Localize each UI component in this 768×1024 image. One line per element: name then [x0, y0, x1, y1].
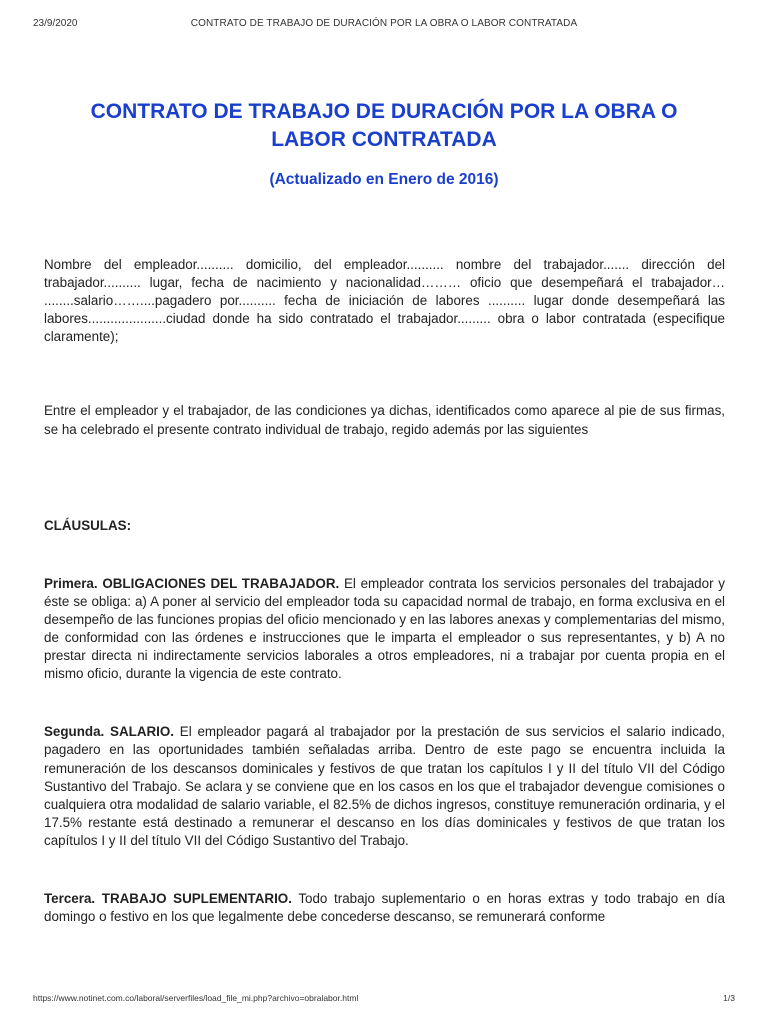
print-header	[33, 18, 735, 32]
clause-number: Tercera.	[44, 890, 96, 906]
clause-text: Todo trabajo suplementario o en horas extras y todo trabajo en día domingo o festivo en los que legalmente debe concederse descanso, se remunerará conforme	[44, 890, 725, 925]
clause-heading: TRABAJO SUPLEMENTARIO.	[101, 890, 292, 906]
parties-paragraph: Nombre del empleador.......... domicilio, del empleador.......... nombre del trabajador....... dirección del trabajador.......... lugar, fecha de nacimiento y nacionalidad……… oficio que desempeñará el trabajador… ........salario……....pagadero por.......... fecha de iniciación de labores .......... lugar donde desempeñará las labores.....................ciudad donde ha sido contratado el trabajador......... obra o labor contratada (especifique claramente);	[44, 257, 725, 345]
clause-text: El empleador pagará al trabajador por la prestación de sus servicios el salario indicado, pagadero en las oportunidades también señaladas arriba. Dentro de este pago se encuentra incluida la remuneración de los descansos dominicales y festivos de que tratan los capítulos I y II del título VII del Código Sustantivo del Trabajo. Se aclara y se conviene que en los casos en los que el trabajador devengue comisiones o cualquiera otra modalidad de salario variable, el 82.5% de dichos ingresos, constituye remuneración ordinaria, y el 17.5% restante está destinado a remunerar el descanso en los días dominicales y festivos de que tratan los capítulos I y II del título VII del Código Sustantivo del Trabajo.	[44, 724, 725, 848]
document-body	[44, 256, 725, 926]
clause-text: El empleador contrata los servicios personales del trabajador y éste se obliga: a) A poner al servicio del empleador toda su capacidad normal de trabajo, en forma exclusiva en el desempeño de las funciones propias del oficio mencionado y en las labores anexas y complementarias del mismo, de conformidad con las órdenes e instrucciones que le imparta el empleador o sus representantes, y b) A no prestar directa ni indirectamente servicios laborales a otros empleadores, ni a trabajar por cuenta propia en el mismo oficio, durante la vigencia de este contrato.	[44, 575, 725, 682]
clause-number: Primera.	[44, 575, 98, 591]
clause-heading: SALARIO.	[110, 724, 175, 740]
clauses-heading: CLÁUSULAS:	[44, 517, 132, 533]
print-footer	[33, 993, 735, 1007]
clause-tercera	[44, 890, 725, 926]
clause-primera	[44, 575, 725, 684]
document-subtitle: (Actualizado en Enero de 2016)	[269, 171, 499, 188]
print-date: 23/9/2020	[33, 18, 78, 29]
intro-paragraph: Entre el empleador y el trabajador, de las condiciones ya dichas, identificados como aparece al pie de sus firmas, se ha celebrado el presente contrato individual de trabajo, regido además por las siguientes	[44, 403, 725, 437]
print-header-title: CONTRATO DE TRABAJO DE DURACIÓN POR LA OBRA O LABOR CONTRATADA	[190, 18, 578, 29]
clause-number: Segunda.	[44, 724, 105, 740]
clause-heading: OBLIGACIONES DEL TRABAJADOR.	[102, 575, 340, 591]
clause-segunda	[44, 723, 725, 850]
page-number: 1/3	[723, 993, 735, 1003]
source-url-link[interactable]: https://www.notinet.com.co/laboral/serverfiles/load_file_mi.php?archivo=obralabor.html	[33, 993, 359, 1003]
document-title: CONTRATO DE TRABAJO DE DURACIÓN POR LA OBRA O LABOR CONTRATADA	[90, 100, 678, 151]
